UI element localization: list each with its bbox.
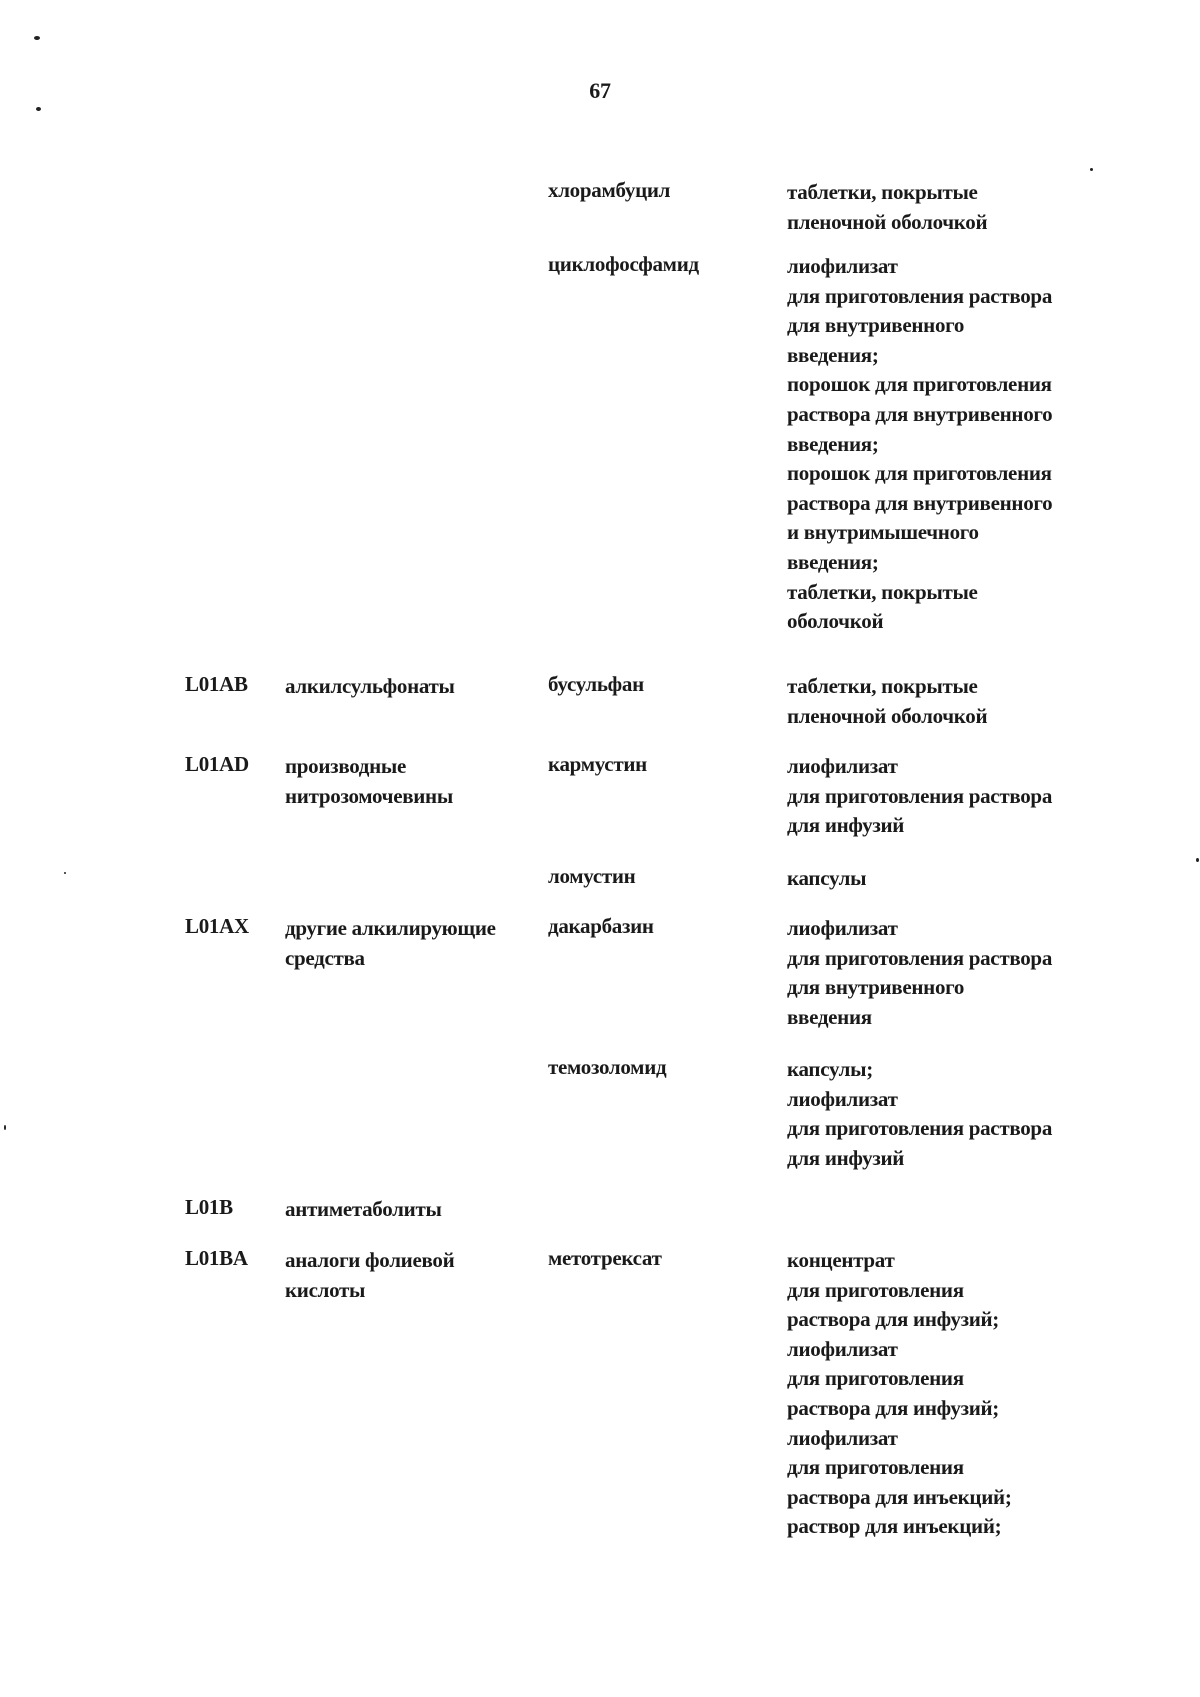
drug-name: дакарбазин: [548, 914, 654, 938]
dosage-form-line: раствора для внутривенного: [787, 401, 1053, 426]
dosage-form-line: для внутривенного: [787, 313, 965, 338]
atc-code: L01BA: [185, 1246, 248, 1270]
dosage-form-line: для приготовления раствора: [787, 283, 1053, 308]
dosage-form: [787, 752, 1087, 841]
dosage-form-line: и внутримышечного: [787, 520, 979, 545]
dosage-form: [787, 914, 1087, 1032]
drug-name: хлорамбуцил: [548, 178, 671, 202]
drug-group-line: алкилсульфонаты: [285, 674, 455, 698]
dosage-form-line: раствора для инфузий;: [787, 1395, 999, 1420]
dosage-form-line: лиофилизат: [787, 254, 898, 278]
drug-name: циклофосфамид: [548, 252, 699, 276]
dosage-form: [787, 864, 1087, 894]
dosage-form-line: лиофилизат: [787, 754, 898, 778]
dosage-form-line: для инфузий: [787, 1145, 905, 1170]
dosage-form-line: раствора для внутривенного: [787, 490, 1053, 515]
dosage-form-line: лиофилизат: [787, 1086, 898, 1111]
dosage-form-line: пленочной оболочкой: [787, 703, 988, 728]
drug-name: темозоломид: [548, 1055, 667, 1079]
drug-group-line: производные: [285, 754, 407, 778]
drug-group: [285, 1246, 530, 1305]
dosage-form-line: для приготовления: [787, 1277, 964, 1302]
scan-speck: [1196, 858, 1199, 862]
dosage-form-line: раствора для инфузий;: [787, 1307, 999, 1332]
drug-group-line: антиметаболиты: [285, 1197, 442, 1221]
dosage-form-line: концентрат: [787, 1248, 895, 1272]
drug-group-line: средства: [285, 945, 365, 970]
dosage-form: [787, 1055, 1087, 1173]
scan-speck: [34, 36, 40, 40]
dosage-form-line: для приготовления раствора: [787, 945, 1053, 970]
dosage-form-line: таблетки, покрытые: [787, 180, 978, 204]
atc-code: L01AX: [185, 914, 249, 938]
dosage-form-line: лиофилизат: [787, 1336, 898, 1361]
page-number: 67: [589, 78, 611, 103]
drug-group: [285, 1195, 530, 1225]
dosage-form-line: капсулы: [787, 866, 867, 890]
drug-group-line: аналоги фолиевой: [285, 1248, 455, 1272]
dosage-form: [787, 1246, 1087, 1542]
scan-speck: [4, 1125, 6, 1130]
drug-group: [285, 752, 530, 811]
dosage-form-line: для инфузий: [787, 813, 905, 838]
dosage-form-line: оболочкой: [787, 609, 884, 634]
dosage-form-line: порошок для приготовления: [787, 461, 1052, 486]
dosage-form-line: введения;: [787, 549, 879, 574]
dosage-form-line: введения;: [787, 342, 879, 367]
dosage-form-line: раствора для инъекций;: [787, 1484, 1012, 1509]
drug-name: метотрексат: [548, 1246, 662, 1270]
scan-speck: [36, 107, 41, 111]
dosage-form-line: капсулы;: [787, 1057, 873, 1081]
dosage-form-line: для приготовления: [787, 1455, 964, 1480]
drug-group-line: другие алкилирующие: [285, 916, 496, 940]
dosage-form-line: раствор для инъекций;: [787, 1514, 1002, 1539]
dosage-form-line: введения: [787, 1004, 872, 1029]
scan-speck: [1090, 168, 1093, 171]
dosage-form-line: для приготовления раствора: [787, 1116, 1053, 1141]
dosage-form-line: для приготовления раствора: [787, 783, 1053, 808]
dosage-form-line: лиофилизат: [787, 916, 898, 940]
drug-group: [285, 914, 530, 973]
dosage-form-line: порошок для приготовления: [787, 372, 1052, 397]
dosage-form-line: таблетки, покрытые: [787, 579, 978, 604]
drug-group-line: кислоты: [285, 1277, 366, 1302]
dosage-form-line: для приготовления: [787, 1366, 964, 1391]
atc-code: L01AB: [185, 672, 248, 696]
drug-name: ломустин: [548, 864, 636, 888]
drug-group-line: нитрозомочевины: [285, 783, 453, 808]
drug-name: кармустин: [548, 752, 647, 776]
dosage-form-line: пленочной оболочкой: [787, 209, 988, 234]
scan-speck: [64, 872, 66, 874]
dosage-form: [787, 252, 1087, 637]
dosage-form-line: таблетки, покрытые: [787, 674, 978, 698]
drug-name: бусульфан: [548, 672, 644, 696]
dosage-form-line: лиофилизат: [787, 1425, 898, 1450]
dosage-form: [787, 178, 1087, 237]
dosage-form: [787, 672, 1087, 731]
atc-code: L01AD: [185, 752, 249, 776]
dosage-form-line: для внутривенного: [787, 975, 965, 1000]
drug-group: [285, 672, 530, 702]
dosage-form-line: введения;: [787, 431, 879, 456]
atc-code: L01B: [185, 1195, 233, 1219]
